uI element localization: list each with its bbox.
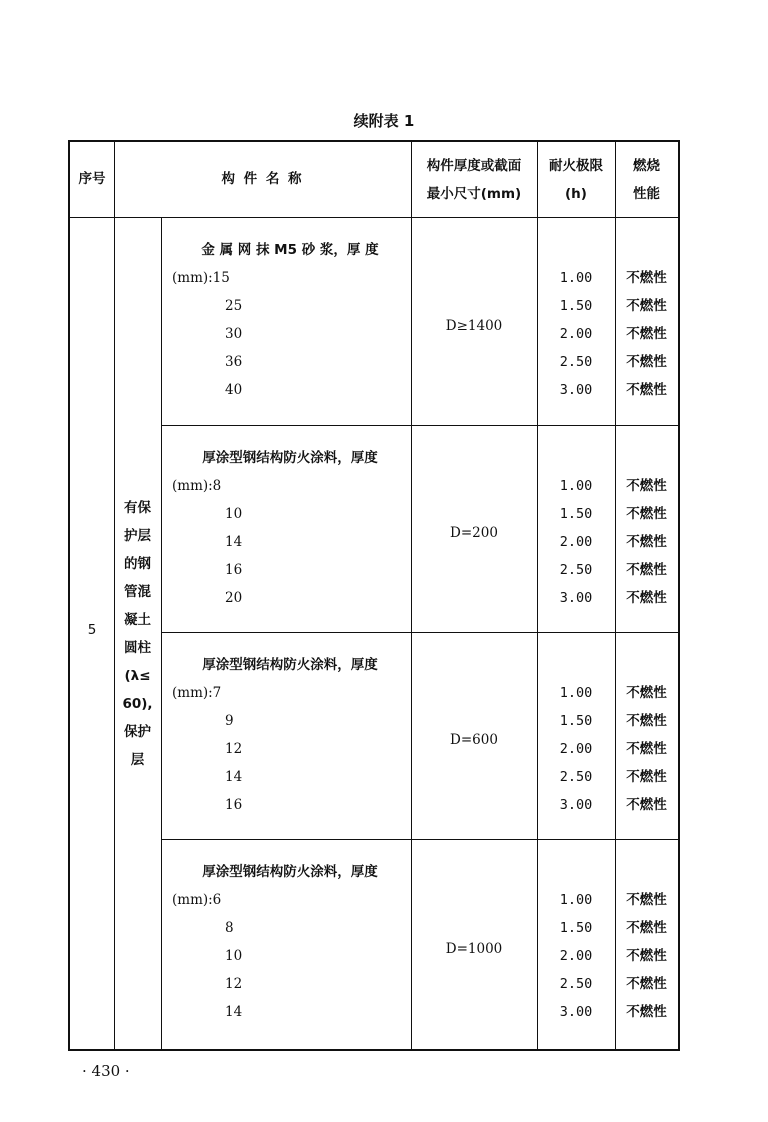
group-divider-1 [161, 425, 678, 426]
combustion-performance: 不燃性 [626, 769, 667, 785]
category-line: (λ≤ [124, 668, 151, 684]
seq-value: 5 [87, 622, 97, 638]
fire-rating: 2.50 [559, 354, 593, 370]
thickness-value: 10 [225, 506, 243, 522]
category-line: 保护 [124, 724, 151, 740]
fire-rating: 2.50 [559, 976, 593, 992]
col-divider-category [161, 217, 162, 1049]
category-line: 管混 [124, 584, 151, 600]
header-name: 构 件 名 称 [221, 171, 304, 187]
combustion-performance: 不燃性 [626, 506, 667, 522]
fire-rating: 3.00 [559, 1004, 593, 1020]
col-divider-name [411, 142, 412, 1049]
header-seq: 序号 [78, 171, 106, 187]
combustion-performance: 不燃性 [626, 534, 667, 550]
component-description: 金 属 网 抹 M5 砂 浆，厚 度 [201, 242, 379, 258]
thickness-value: 20 [225, 590, 243, 606]
combustion-performance: 不燃性 [626, 590, 667, 606]
thickness-value: 10 [225, 948, 243, 964]
header-fire-line2: (h) [565, 186, 587, 202]
fire-rating: 1.50 [559, 298, 593, 314]
component-description: 厚涂型钢结构防火涂料，厚度 [202, 864, 378, 880]
fire-rating: 1.50 [559, 920, 593, 936]
combustion-performance: 不燃性 [626, 562, 667, 578]
thickness-value: 14 [225, 1004, 243, 1020]
min-dimension: D=600 [450, 732, 498, 748]
combustion-performance: 不燃性 [626, 892, 667, 908]
category-line: 有保 [124, 500, 151, 516]
group-divider-3 [161, 839, 678, 840]
fire-rating: 1.50 [559, 713, 593, 729]
thickness-value: 9 [225, 713, 234, 729]
fire-rating: 1.00 [559, 478, 593, 494]
combustion-performance: 不燃性 [626, 948, 667, 964]
header-combustion-line1: 燃烧 [633, 158, 660, 174]
thickness-value: 30 [225, 326, 243, 342]
thickness-value: 25 [225, 298, 243, 314]
combustion-performance: 不燃性 [626, 797, 667, 813]
thickness-value: 14 [225, 769, 243, 785]
combustion-performance: 不燃性 [626, 354, 667, 370]
category-line: 凝土 [124, 612, 151, 628]
thickness-value: 12 [225, 976, 243, 992]
combustion-performance: 不燃性 [626, 298, 667, 314]
fire-rating: 2.00 [559, 534, 593, 550]
combustion-performance: 不燃性 [626, 976, 667, 992]
category-line: 60), [122, 696, 153, 712]
combustion-performance: 不燃性 [626, 478, 667, 494]
combustion-performance: 不燃性 [626, 326, 667, 342]
fire-rating: 2.50 [559, 769, 593, 785]
min-dimension: D=200 [450, 525, 498, 541]
combustion-performance: 不燃性 [626, 382, 667, 398]
category-line: 的钢 [124, 556, 151, 572]
combustion-performance: 不燃性 [626, 920, 667, 936]
thickness-value: 12 [225, 741, 243, 757]
fire-rating: 3.00 [559, 382, 593, 398]
component-description: 厚涂型钢结构防火涂料，厚度 [202, 657, 378, 673]
header-fire-line1: 耐火极限 [549, 158, 603, 174]
thickness-first: (mm):15 [172, 270, 230, 286]
thickness-first: (mm):7 [172, 685, 222, 701]
thickness-first: (mm):8 [172, 478, 222, 494]
thickness-value: 40 [225, 382, 243, 398]
min-dimension: D=1000 [445, 941, 503, 957]
fire-rating: 2.00 [559, 741, 593, 757]
fire-rating: 2.00 [559, 326, 593, 342]
min-dimension: D≥1400 [445, 318, 503, 334]
combustion-performance: 不燃性 [626, 713, 667, 729]
thickness-value: 14 [225, 534, 243, 550]
fire-rating: 1.00 [559, 270, 593, 286]
component-description: 厚涂型钢结构防火涂料，厚度 [202, 450, 378, 466]
group-divider-2 [161, 632, 678, 633]
category-line: 圆柱 [124, 640, 151, 656]
combustion-performance: 不燃性 [626, 741, 667, 757]
header-divider [70, 217, 678, 218]
thickness-value: 36 [225, 354, 243, 370]
page-number: · 430 · [82, 1062, 130, 1080]
category-line: 层 [130, 752, 145, 768]
header-thickness-line1: 构件厚度或截面 [426, 158, 522, 174]
fire-rating: 1.00 [559, 892, 593, 908]
thickness-value: 16 [225, 797, 243, 813]
fire-rating: 1.00 [559, 685, 593, 701]
category-line: 护层 [124, 528, 151, 544]
thickness-first: (mm):6 [172, 892, 222, 908]
fire-rating: 3.00 [559, 797, 593, 813]
fire-rating: 2.50 [559, 562, 593, 578]
thickness-value: 16 [225, 562, 243, 578]
combustion-performance: 不燃性 [626, 685, 667, 701]
fire-resistance-table [68, 140, 680, 1051]
header-combustion-line2: 性能 [633, 186, 660, 202]
header-thickness-line2: 最小尺寸(mm) [426, 186, 522, 202]
fire-rating: 3.00 [559, 590, 593, 606]
combustion-performance: 不燃性 [626, 270, 667, 286]
combustion-performance: 不燃性 [626, 1004, 667, 1020]
fire-rating: 1.50 [559, 506, 593, 522]
table-title: 续附表 1 [353, 112, 415, 130]
fire-rating: 2.00 [559, 948, 593, 964]
thickness-value: 8 [225, 920, 234, 936]
